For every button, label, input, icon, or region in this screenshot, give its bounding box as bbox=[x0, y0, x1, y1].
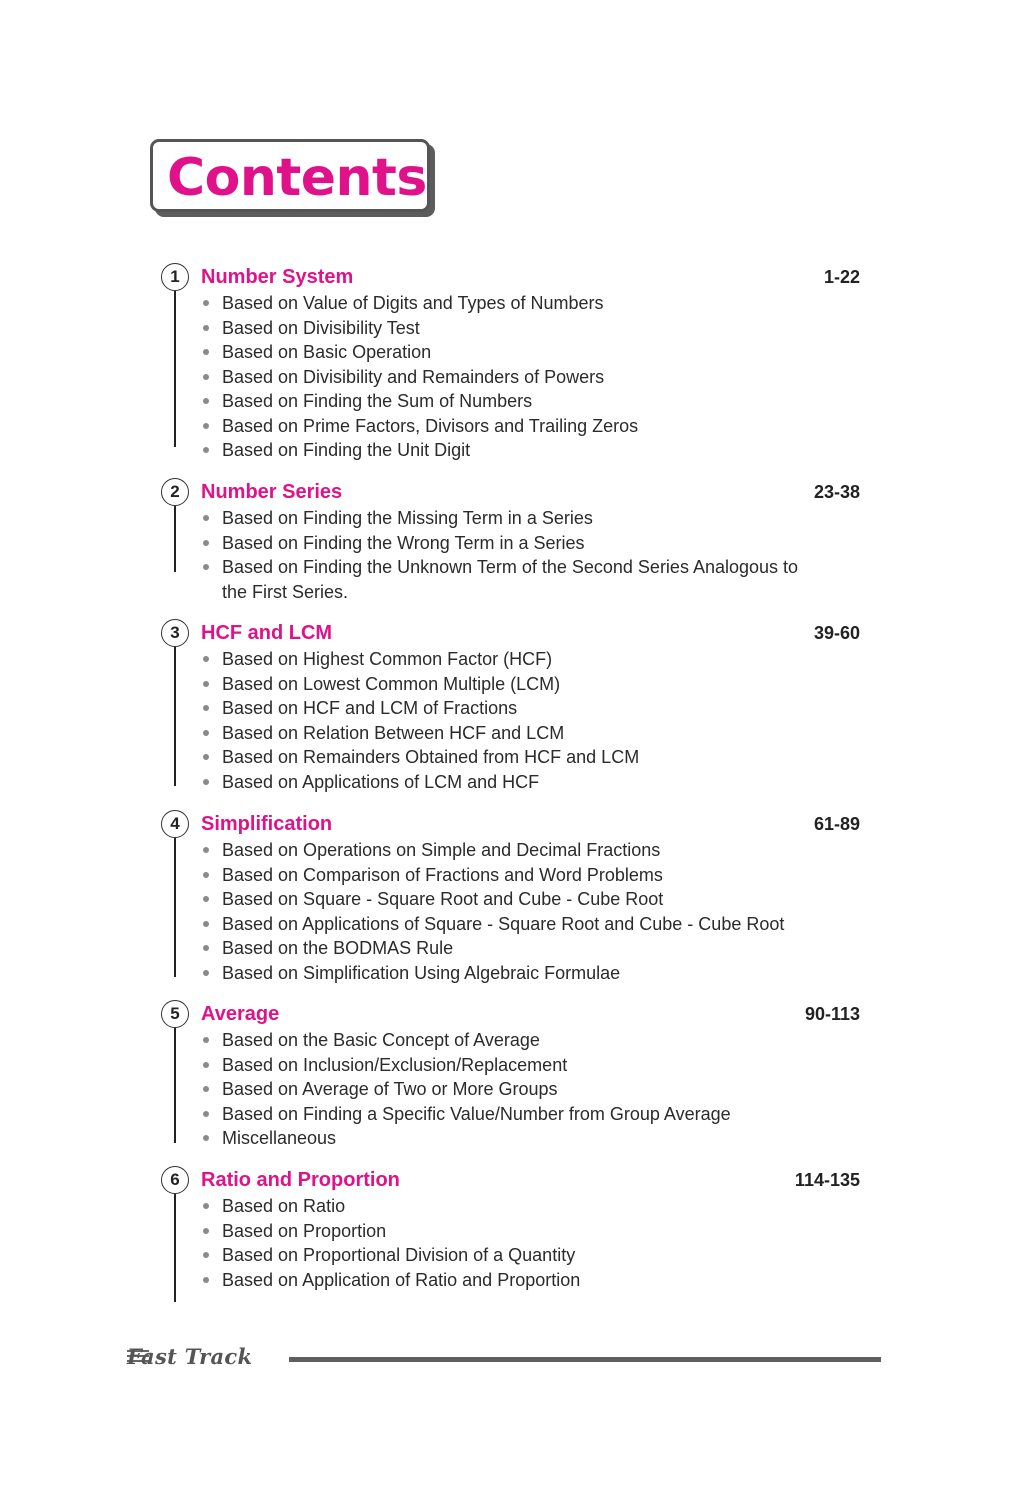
topic-item: Based on the Basic Concept of Average bbox=[203, 1028, 812, 1053]
topic-list bbox=[203, 647, 812, 794]
topic-item: Based on Finding the Missing Term in a Series bbox=[203, 506, 812, 531]
topic-item: Based on Finding the Unit Digit bbox=[203, 438, 812, 463]
chapter-title-link[interactable]: Simplification bbox=[201, 813, 333, 835]
topic-item: Based on Prime Factors, Divisors and Trailing Zeros bbox=[203, 414, 812, 439]
topic-item: Based on Proportion bbox=[203, 1219, 812, 1244]
topic-item: Based on Proportional Division of a Quantity bbox=[203, 1243, 812, 1268]
topic-item: Based on Average of Two or More Groups bbox=[203, 1077, 812, 1102]
chapter-number-badge: 4 bbox=[161, 810, 189, 838]
topic-item: Based on Simplification Using Algebraic Formulae bbox=[203, 961, 812, 986]
topic-list bbox=[203, 291, 812, 463]
chapter-number-badge: 1 bbox=[161, 263, 189, 291]
chapter-timeline-line bbox=[174, 1028, 176, 1143]
footer-brand-logo: Fast Track bbox=[127, 1344, 253, 1369]
chapter-title-link[interactable]: Number Series bbox=[201, 481, 343, 503]
topic-item: Based on Inclusion/Exclusion/Replacement bbox=[203, 1053, 812, 1078]
topic-list bbox=[203, 1194, 812, 1292]
topic-item: Based on HCF and LCM of Fractions bbox=[203, 696, 812, 721]
topic-item: Based on Remainders Obtained from HCF and LCM bbox=[203, 745, 812, 770]
chapter-pages: 23-38 bbox=[813, 482, 860, 502]
topic-item: Based on Value of Digits and Types of Numbers bbox=[203, 291, 812, 316]
topic-list bbox=[203, 838, 812, 985]
chapter-title-link[interactable]: HCF and LCM bbox=[201, 622, 333, 644]
topic-item: Based on Finding a Specific Value/Number from Group Average bbox=[203, 1102, 812, 1127]
topic-item: Based on Application of Ratio and Proportion bbox=[203, 1268, 812, 1293]
topic-item: Based on Finding the Unknown Term of the Second Series Analogous to the First Series. bbox=[203, 555, 812, 604]
topic-item: Based on Relation Between HCF and LCM bbox=[203, 721, 812, 746]
chapter-number-badge: 5 bbox=[161, 1000, 189, 1028]
topic-item: Based on Applications of Square - Square Root and Cube - Cube Root bbox=[203, 912, 812, 937]
topic-item: Based on Finding the Sum of Numbers bbox=[203, 389, 812, 414]
page-title: Contents bbox=[167, 148, 427, 208]
topic-item: Based on Operations on Simple and Decimal Fractions bbox=[203, 838, 812, 863]
topic-item: Based on Square - Square Root and Cube - Cube Root bbox=[203, 887, 812, 912]
chapter-timeline-line bbox=[174, 506, 176, 572]
chapter-pages: 61-89 bbox=[813, 814, 860, 834]
chapter-timeline-line bbox=[174, 838, 176, 977]
chapter-timeline-line bbox=[174, 291, 176, 447]
chapter-pages: 1-22 bbox=[823, 267, 860, 287]
topic-item: Based on the BODMAS Rule bbox=[203, 936, 812, 961]
topic-item: Based on Applications of LCM and HCF bbox=[203, 770, 812, 795]
topic-item: Based on Lowest Common Multiple (LCM) bbox=[203, 672, 812, 697]
topic-item: Based on Divisibility and Remainders of Powers bbox=[203, 365, 812, 390]
chapter-title-link[interactable]: Average bbox=[201, 1003, 280, 1025]
topic-item: Based on Comparison of Fractions and Word Problems bbox=[203, 863, 812, 888]
contents-heading-box bbox=[150, 139, 430, 212]
chapter-number-badge: 3 bbox=[161, 619, 189, 647]
topic-list bbox=[203, 1028, 812, 1151]
topic-item: Based on Ratio bbox=[203, 1194, 812, 1219]
chapter-title-link[interactable]: Ratio and Proportion bbox=[201, 1169, 400, 1191]
footer-divider bbox=[289, 1357, 881, 1362]
chapter-timeline-line bbox=[174, 1194, 176, 1302]
topic-item: Based on Divisibility Test bbox=[203, 316, 812, 341]
chapter-pages: 90-113 bbox=[804, 1004, 860, 1024]
topic-item: Based on Finding the Wrong Term in a Series bbox=[203, 531, 812, 556]
topic-item: Based on Highest Common Factor (HCF) bbox=[203, 647, 812, 672]
chapter-pages: 114-135 bbox=[794, 1170, 860, 1190]
chapter-number-badge: 6 bbox=[161, 1166, 189, 1194]
topic-list bbox=[203, 506, 812, 604]
chapter-number-badge: 2 bbox=[161, 478, 189, 506]
topic-item: Miscellaneous bbox=[203, 1126, 812, 1151]
topic-item: Based on Basic Operation bbox=[203, 340, 812, 365]
chapter-timeline-line bbox=[174, 647, 176, 786]
chapter-pages: 39-60 bbox=[813, 623, 860, 643]
chapter-title-link[interactable]: Number System bbox=[201, 266, 354, 288]
